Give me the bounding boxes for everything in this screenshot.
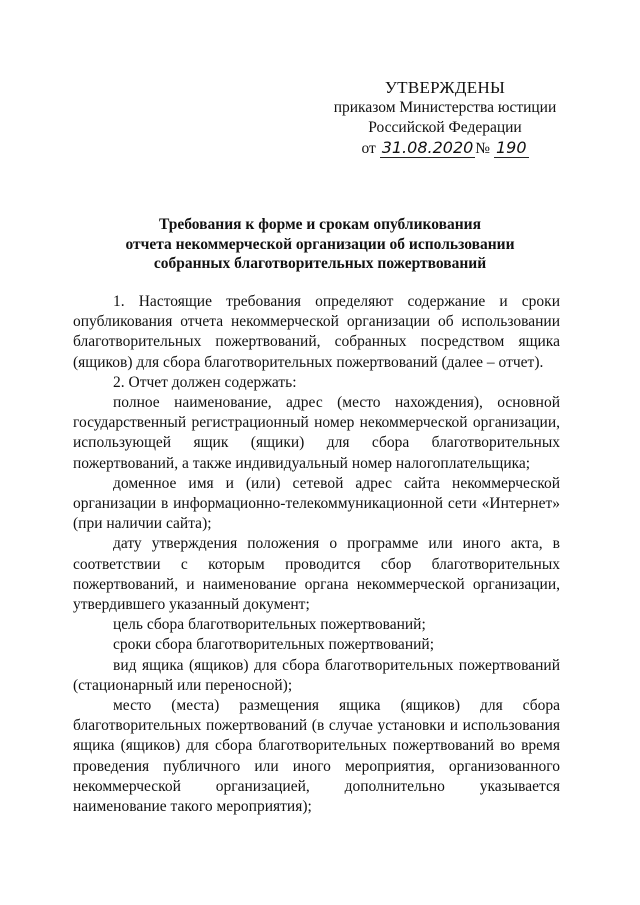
number-prefix: № xyxy=(475,140,491,157)
paragraph: доменное имя и (или) сетевой адрес сайта некоммерческой организации в информационно-телекоммуникационной сети «Интернет» (при наличии сайта); xyxy=(73,474,560,533)
title-line: Требования к форме и срокам опубликования xyxy=(159,216,481,233)
approval-stamp xyxy=(300,78,590,159)
approval-heading: УТВЕРЖДЕНЫ xyxy=(384,78,506,97)
paragraph: цель сбора благотворительных пожертвований; xyxy=(113,616,426,634)
paragraph: место (места) размещения ящика (ящиков) для сбора благотворительных пожертвований (в случае установки и использования ящика (ящиков) для сбора благотворительных пожертвований во время проведения публичного или иного мероприятия, организованного некоммерческой организацией, дополнительно указывается наименование такого мероприятия); xyxy=(73,697,560,816)
document-body xyxy=(73,292,560,817)
order-date: 31.08.2020 xyxy=(381,138,474,157)
paragraph: 2. Отчет должен содержать: xyxy=(113,373,297,391)
title-line: собранных благотворительных пожертвований xyxy=(153,255,487,272)
title-line: отчета некоммерческой организации об использовании xyxy=(125,235,515,253)
approval-date-line xyxy=(300,138,590,159)
document-title xyxy=(70,215,570,274)
paragraph: дату утверждения положения о программе или иного акта, в соответствии с которым проводится сбор благотворительных пожертвований, и наименование органа некоммерческой организации, утвердившего указанный документ; xyxy=(73,535,560,614)
paragraph: полное наименование, адрес (место нахождения), основной государственный регистрационный номер некоммерческой организации, использующей ящик (ящики) для сбора благотворительных пожертвований, а также индивидуальный номер налогоплательщика; xyxy=(73,394,560,472)
paragraph: вид ящика (ящиков) для сбора благотворительных пожертвований (стационарный или переносной); xyxy=(73,656,560,694)
paragraph: сроки сбора благотворительных пожертвований; xyxy=(113,636,435,654)
date-prefix: от xyxy=(361,140,376,157)
order-number: 190 xyxy=(495,138,527,157)
approval-country-line: Российской Федерации xyxy=(368,119,522,136)
paragraph: 1. Настоящие требования определяют содержание и сроки опубликования отчета некоммерческой организации об использовании благотворительных пожертвований, собранных посредством ящика (ящиков) для сбора благотворительных пожертвований (далее – отчет). xyxy=(73,293,560,371)
approval-order-line: приказом Министерства юстиции xyxy=(333,99,557,116)
